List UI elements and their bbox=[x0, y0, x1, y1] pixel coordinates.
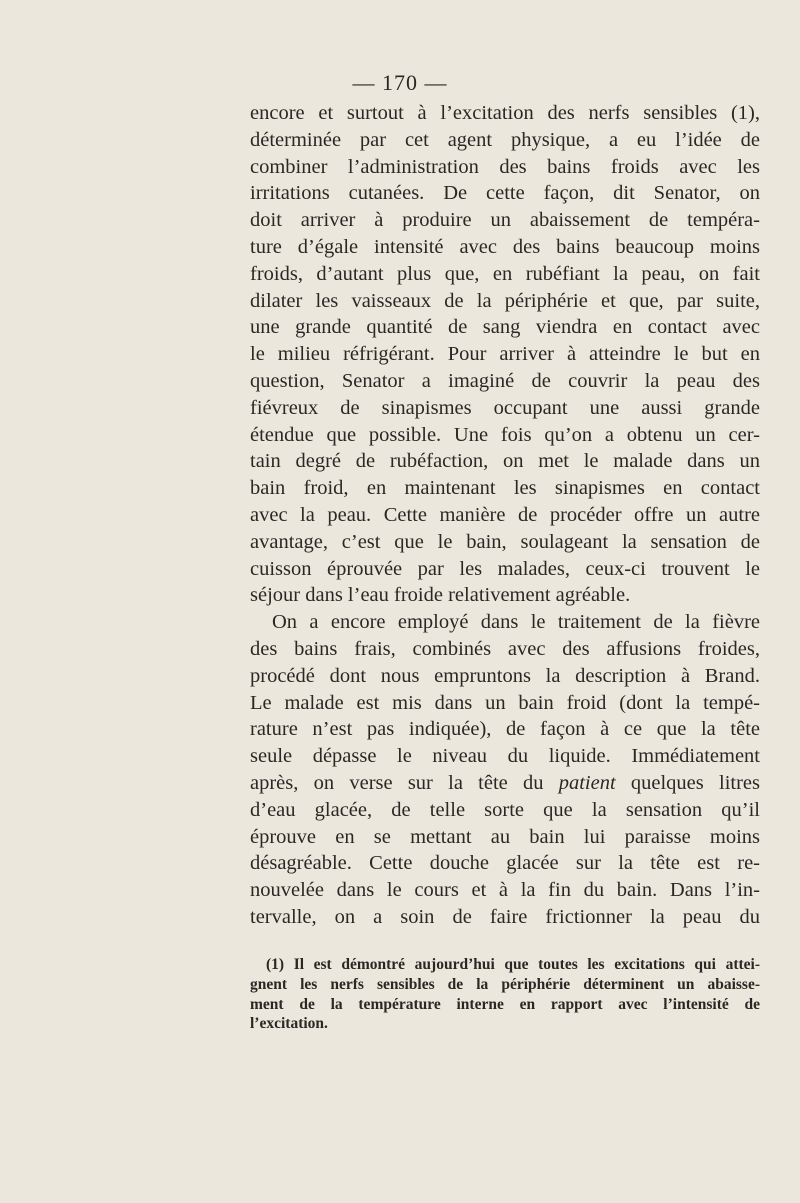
text-segment: quelques litres bbox=[615, 771, 760, 794]
footnote-line: (1) Il est démontré aujourd’hui que toutes les excitations qui attei- bbox=[266, 956, 760, 973]
text-segment: après, on verse sur la tête du bbox=[250, 771, 559, 794]
text-line: question, Senator a imaginé de couvrir la peau des bbox=[250, 369, 760, 392]
text-line: avantage, c’est que le bain, soulageant la sensation de bbox=[250, 530, 760, 553]
footnote-line: l’excitation. bbox=[250, 1015, 328, 1033]
text-line: procédé dont nous empruntons la description à Brand. bbox=[250, 664, 760, 687]
paragraph-end-line: séjour dans l’eau froide relativement agréable. bbox=[250, 584, 631, 607]
text-line-with-italic bbox=[250, 770, 760, 797]
text-line: dilater les vaisseaux de la périphérie et que, par suite, bbox=[250, 289, 760, 312]
italic-word: patient bbox=[558, 771, 616, 794]
footnote bbox=[250, 955, 760, 1034]
footnote-line: gnent les nerfs sensibles de la périphérie déterminent un abaisse- bbox=[250, 975, 760, 993]
text-line: une grande quantité de sang viendra en contact avec bbox=[250, 316, 760, 339]
text-line: des bains frais, combinés avec des affusions froides, bbox=[250, 637, 760, 660]
text-line: ture d’égale intensité avec des bains beaucoup moins bbox=[250, 235, 760, 258]
text-line: Le malade est mis dans un bain froid (dont la tempé- bbox=[250, 691, 760, 714]
text-line: seule dépasse le niveau du liquide. Immédiatement bbox=[250, 745, 760, 768]
text-line: irritations cutanées. De cette façon, dit Senator, on bbox=[250, 182, 760, 205]
text-line: éprouve en se mettant au bain lui paraisse moins bbox=[250, 825, 760, 848]
text-line: nouvelée dans le cours et à la fin du bain. Dans l’in- bbox=[250, 879, 760, 902]
text-line: étendue que possible. Une fois qu’on a obtenu un cer- bbox=[250, 423, 760, 446]
text-line: déterminée par cet agent physique, a eu l’idée de bbox=[250, 128, 760, 151]
text-line: encore et surtout à l’excitation des nerfs sensibles (1), bbox=[250, 102, 760, 124]
text-line: rature n’est pas indiquée), de façon à ce que la tête bbox=[250, 718, 760, 741]
footnote-line: ment de la température interne en rapport avec l’intensité de bbox=[250, 995, 760, 1013]
body-text bbox=[250, 100, 760, 931]
text-line: doit arriver à produire un abaissement de tempéra- bbox=[250, 209, 760, 232]
text-line: froids, d’autant plus que, en rubéfiant la peau, on fait bbox=[250, 262, 760, 285]
text-line: combiner l’administration des bains froids avec les bbox=[250, 155, 760, 178]
text-line: bain froid, en maintenant les sinapismes en contact bbox=[250, 477, 760, 500]
text-line: cuisson éprouvée par les malades, ceux-ci trouvent le bbox=[250, 557, 760, 580]
text-line: tervalle, on a soin de faire frictionner la peau du bbox=[250, 905, 760, 928]
text-line: fiévreux de sinapismes occupant une aussi grande bbox=[250, 396, 760, 419]
text-line: le milieu réfrigérant. Pour arriver à atteindre le but en bbox=[250, 343, 760, 366]
paragraph-start-line: On a encore employé dans le traitement de la fièvre bbox=[272, 611, 760, 634]
page-number: — 170 — bbox=[352, 70, 448, 95]
text-line: d’eau glacée, de telle sorte que la sensation qu’il bbox=[250, 798, 760, 821]
text-line: désagréable. Cette douche glacée sur la tête est re- bbox=[250, 852, 760, 875]
text-line: avec la peau. Cette manière de procéder offre un autre bbox=[250, 503, 760, 526]
text-line: tain degré de rubéfaction, on met le malade dans un bbox=[250, 450, 760, 473]
